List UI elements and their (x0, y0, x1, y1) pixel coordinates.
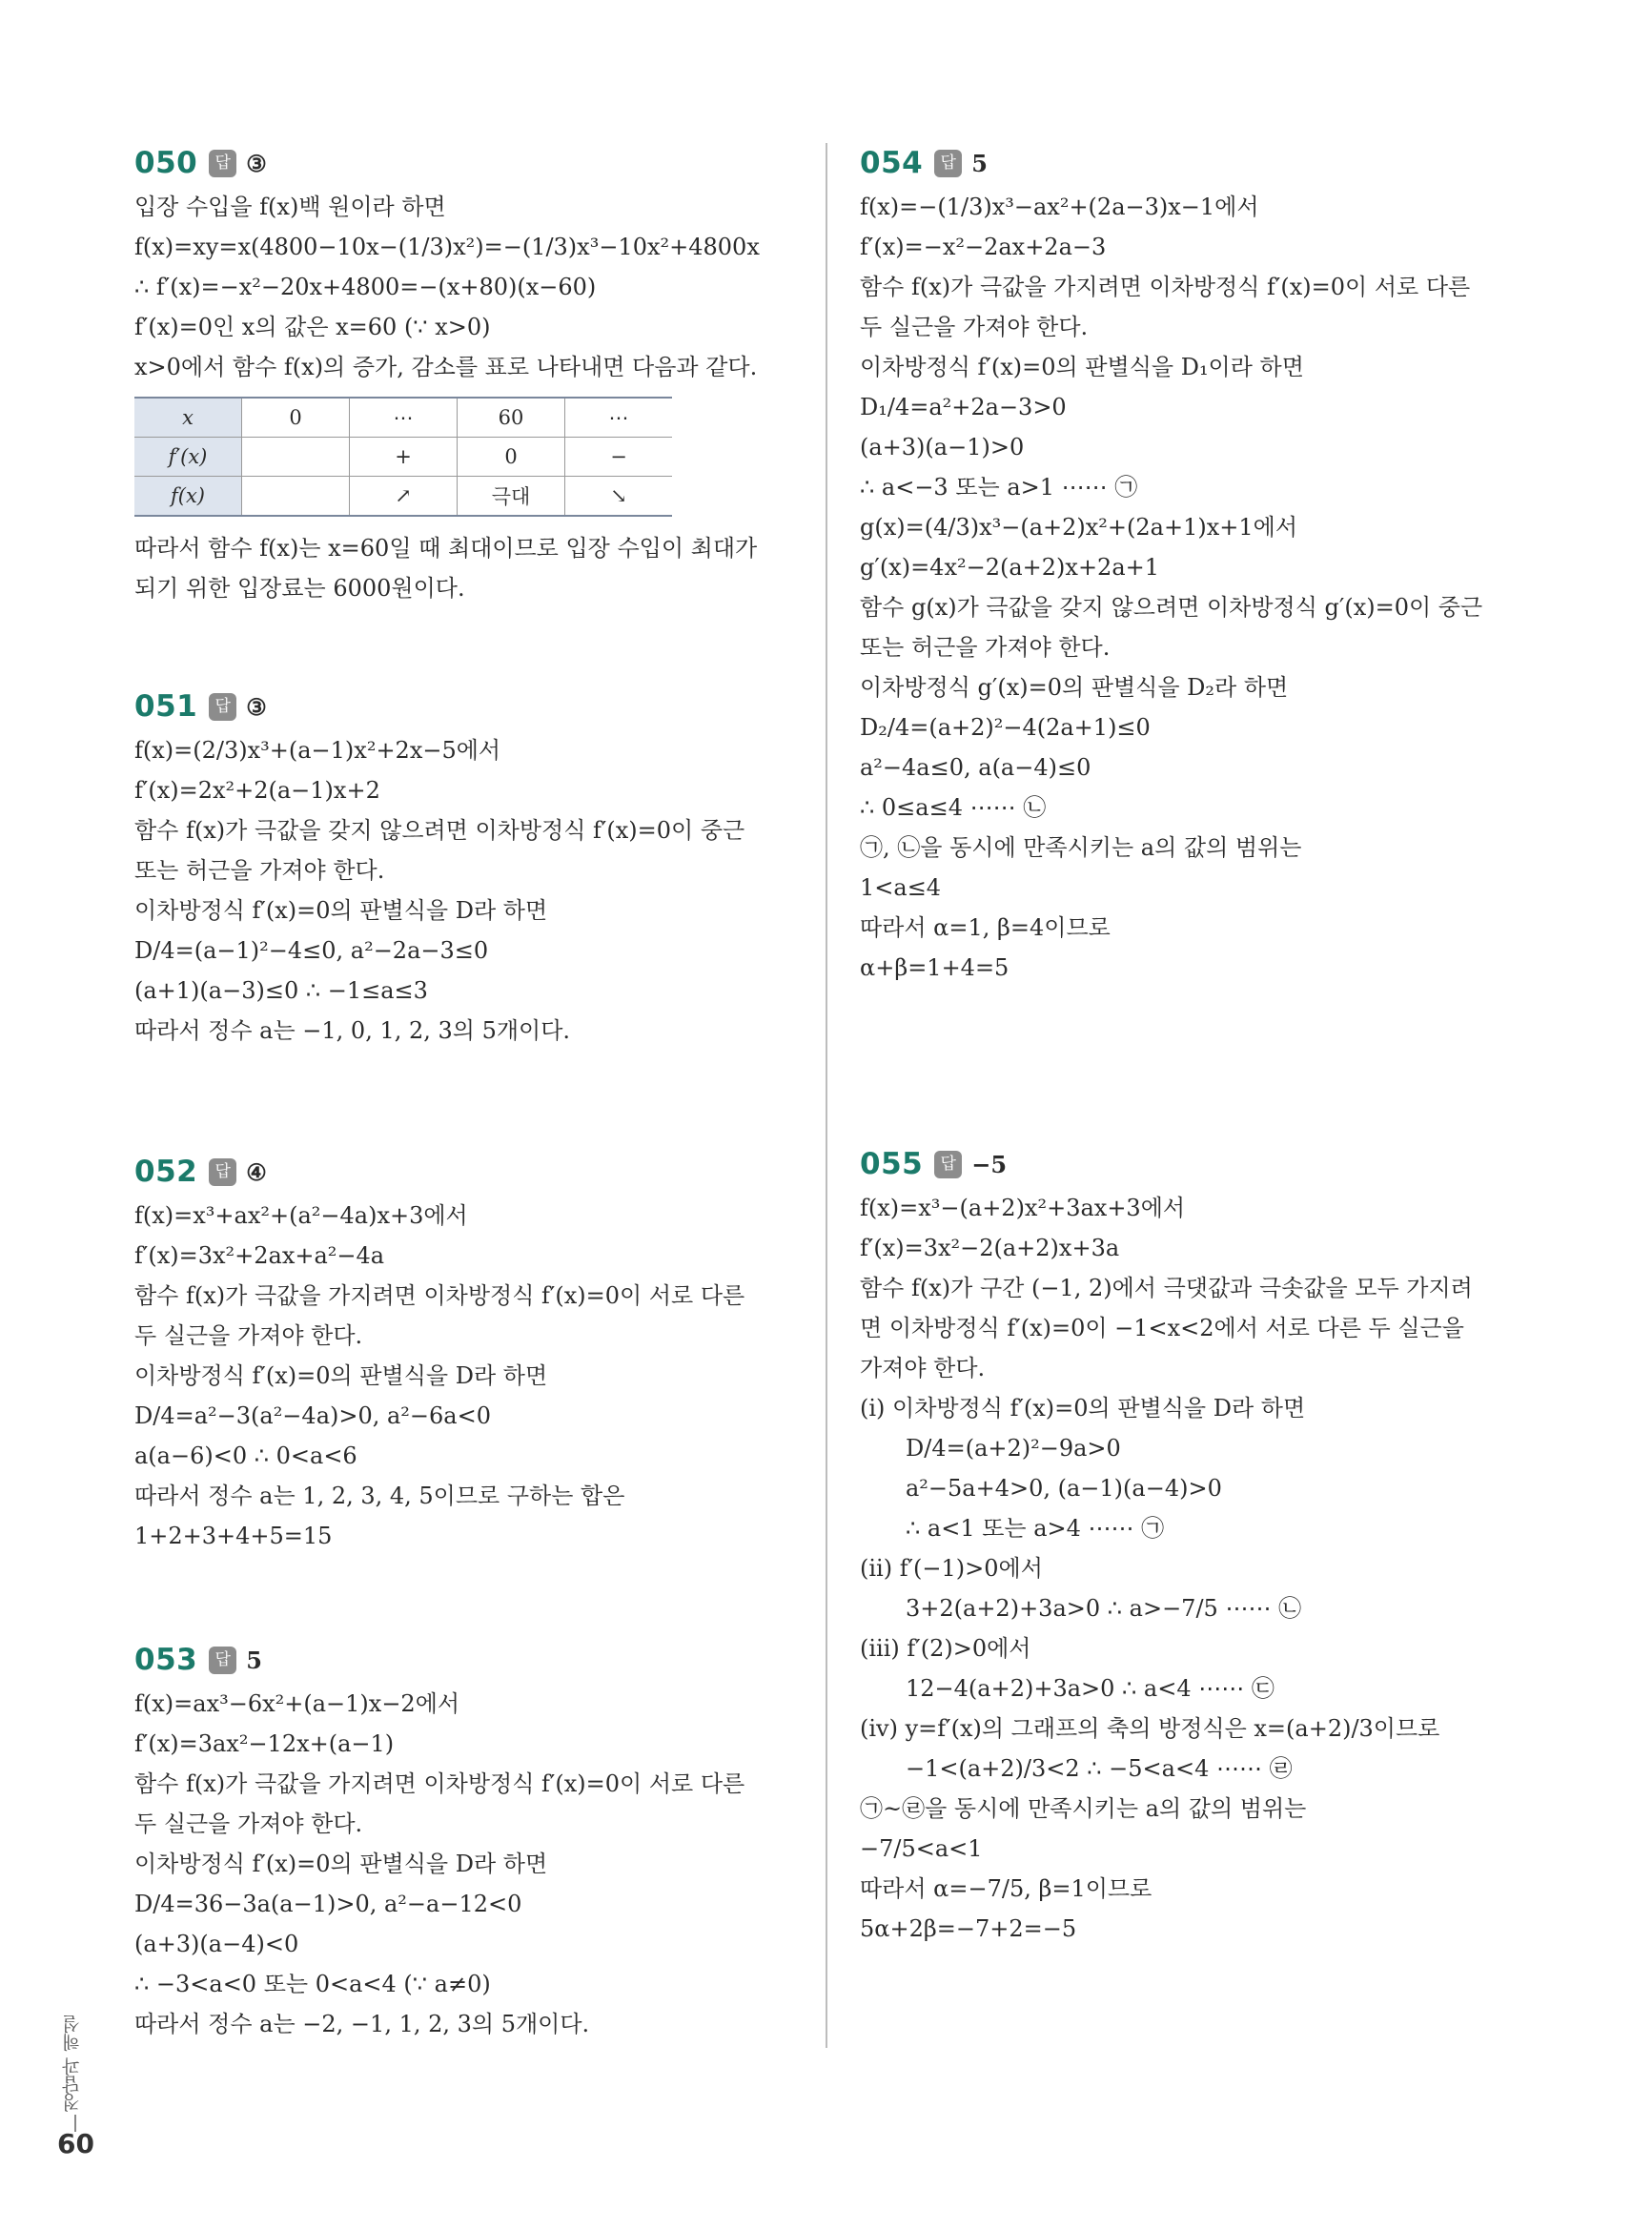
solution-line: g′(x)=4x²−2(a+2)x+2a+1 (860, 554, 1160, 581)
table-cell: f(x) (134, 477, 242, 517)
solution-line: 두 실근을 가져야 한다. (134, 1322, 363, 1349)
solution-line: f(x)=ax³−6x²+(a−1)x−2에서 (134, 1690, 460, 1717)
solution-line: f(x)=x³−(a+2)x²+3ax+3에서 (860, 1195, 1186, 1221)
solution-line: (ⅲ) f′(2)>0에서 (860, 1635, 1031, 1662)
solution-line: 두 실근을 가져야 한다. (134, 1811, 363, 1837)
problem-header (860, 141, 1518, 185)
solution-line: ∴ a<−3 또는 a>1 ⋯⋯ ㉠ (860, 474, 1138, 501)
solution-line: (a+3)(a−4)<0 (134, 1931, 299, 1957)
solution-line: ㉠~㉣을 동시에 만족시키는 a의 값의 범위는 (860, 1795, 1307, 1822)
answer-value: −5 (971, 1150, 1008, 1178)
solution-line: (ⅰ) 이차방정식 f′(x)=0의 판별식을 D라 하면 (860, 1395, 1306, 1422)
solution-line: ∴ −3<a<0 또는 0<a<4 (∵ a≠0) (134, 1971, 491, 1997)
solution-line: 이차방정식 f′(x)=0의 판별식을 D라 하면 (134, 1362, 548, 1389)
problem-055 (860, 1142, 1518, 1949)
solution-line: f(x)=xy=x(4800−10x−(1/3)x²)=−(1/3)x³−10x²+4800x (134, 234, 760, 260)
table-cell: ↘ (565, 477, 673, 517)
solution-line: (a+3)(a−1)>0 (860, 434, 1025, 460)
solution-line: 또는 허근을 가져야 한다. (860, 634, 1111, 661)
problem-header (134, 685, 792, 728)
solution-line: 12−4(a+2)+3a>0 ∴ a<4 ⋯⋯ ㉢ (906, 1675, 1275, 1702)
problem-header (134, 141, 792, 185)
table-cell: ⋯ (350, 398, 458, 438)
solution-line: 또는 허근을 가져야 한다. (134, 857, 385, 884)
solution-line: 따라서 α=1, β=4이므로 (860, 914, 1111, 941)
solution-line: g(x)=(4/3)x³−(a+2)x²+(2a+1)x+1에서 (860, 514, 1297, 541)
side-section-label: 정답과 해설 (62, 2015, 83, 2112)
solution-line: 1<a≤4 (860, 874, 942, 901)
answer-badge: 답 (209, 1647, 236, 1674)
solution-line: D/4=a²−3(a²−4a)>0, a²−6a<0 (134, 1402, 491, 1429)
table-cell (242, 438, 350, 477)
solution-line: 함수 f(x)가 극값을 가지려면 이차방정식 f′(x)=0이 서로 다른 (134, 1282, 745, 1309)
solution-line: f(x)=x³+ax²+(a²−4a)x+3에서 (134, 1202, 468, 1229)
page-number: 60 (57, 2128, 94, 2159)
table-cell: ↗ (350, 477, 458, 517)
problem-number: 052 (134, 1155, 198, 1189)
solution-line: 5α+2β=−7+2=−5 (860, 1915, 1077, 1942)
solution-line: ∴ a<1 또는 a>4 ⋯⋯ ㉠ (906, 1515, 1165, 1542)
solution-line: 따라서 정수 a는 −1, 0, 1, 2, 3의 5개이다. (134, 1017, 571, 1044)
answer-badge: 답 (934, 150, 962, 177)
solution-line: 면 이차방정식 f′(x)=0이 −1<x<2에서 서로 다른 두 실근을 (860, 1315, 1464, 1341)
problem-header (134, 1150, 792, 1194)
problem-054 (860, 141, 1518, 988)
solution-line: 함수 g(x)가 극값을 갖지 않으려면 이차방정식 g′(x)=0이 중근 (860, 594, 1483, 621)
solution-line: 이차방정식 f′(x)=0의 판별식을 D₁이라 하면 (860, 354, 1304, 380)
solution-line: (a+1)(a−3)≤0 ∴ −1≤a≤3 (134, 977, 428, 1004)
solution-line: 따라서 α=−7/5, β=1이므로 (860, 1875, 1152, 1902)
solution-line: f′(x)=2x²+2(a−1)x+2 (134, 777, 380, 804)
solution-line: ∴ 0≤a≤4 ⋯⋯ ㉡ (860, 794, 1047, 821)
solution-line: −1<(a+2)/3<2 ∴ −5<a<4 ⋯⋯ ㉣ (906, 1755, 1293, 1782)
answer-value: ④ (246, 1157, 267, 1186)
solution-line: ㉠, ㉡을 동시에 만족시키는 a의 값의 범위는 (860, 834, 1302, 861)
solution-line: α+β=1+4=5 (860, 954, 1010, 981)
solution-line: 되기 위한 입장료는 6000원이다. (134, 575, 465, 602)
solution-line: 함수 f(x)가 극값을 갖지 않으려면 이차방정식 f′(x)=0이 중근 (134, 817, 745, 844)
solution-line: f(x)=−(1/3)x³−ax²+(2a−3)x−1에서 (860, 194, 1259, 220)
problem-051 (134, 685, 792, 1051)
table-cell: 0 (458, 438, 565, 477)
solution-line: 3+2(a+2)+3a>0 ∴ a>−7/5 ⋯⋯ ㉡ (906, 1595, 1302, 1622)
solution-line: f(x)=(2/3)x³+(a−1)x²+2x−5에서 (134, 737, 501, 764)
solution-line: 1+2+3+4+5=15 (134, 1523, 333, 1549)
solution-line: 함수 f(x)가 구간 (−1, 2)에서 극댓값과 극솟값을 모두 가지려 (860, 1275, 1473, 1301)
solution-line: (ⅱ) f′(−1)>0에서 (860, 1555, 1043, 1582)
solution-line: f′(x)=3x²−2(a+2)x+3a (860, 1235, 1120, 1261)
increase-decrease-table (134, 397, 672, 517)
solution-line: D₁/4=a²+2a−3>0 (860, 394, 1067, 420)
table-cell: + (350, 438, 458, 477)
solution-line: 함수 f(x)가 극값을 가지려면 이차방정식 f′(x)=0이 서로 다른 (860, 274, 1471, 300)
solution-line: f′(x)=0인 x의 값은 x=60 (∵ x>0) (134, 314, 491, 340)
solution-line: a²−5a+4>0, (a−1)(a−4)>0 (906, 1475, 1222, 1502)
solution-line: 두 실근을 가져야 한다. (860, 314, 1089, 340)
problem-number: 055 (860, 1147, 924, 1181)
solution-line: 가져야 한다. (860, 1355, 986, 1381)
solution-line: 따라서 정수 a는 −2, −1, 1, 2, 3의 5개이다. (134, 2011, 590, 2037)
column-divider (826, 143, 827, 2048)
solution-line: 이차방정식 f′(x)=0의 판별식을 D라 하면 (134, 897, 548, 924)
solution-line: D₂/4=(a+2)²−4(2a+1)≤0 (860, 714, 1151, 741)
table-row (134, 477, 672, 517)
solution-line: f′(x)=−x²−2ax+2a−3 (860, 234, 1107, 260)
answer-badge: 답 (934, 1151, 962, 1178)
problem-number: 051 (134, 689, 198, 724)
problem-header (860, 1142, 1518, 1186)
table-cell: 0 (242, 398, 350, 438)
solution-line: 이차방정식 f′(x)=0의 판별식을 D라 하면 (134, 1851, 548, 1877)
solution-line: ∴ f′(x)=−x²−20x+4800=−(x+80)(x−60) (134, 274, 597, 300)
answer-value: 5 (971, 149, 988, 177)
answer-badge: 답 (209, 693, 236, 721)
solution-line: 입장 수입을 f(x)백 원이라 하면 (134, 194, 446, 220)
problem-053 (134, 1638, 792, 2044)
solution-line: D/4=(a+2)²−9a>0 (906, 1435, 1121, 1462)
solution-line: x>0에서 함수 f(x)의 증가, 감소를 표로 나타내면 다음과 같다. (134, 354, 758, 380)
answer-badge: 답 (209, 1158, 236, 1186)
table-cell: f′(x) (134, 438, 242, 477)
table-cell: x (134, 398, 242, 438)
table-row (134, 438, 672, 477)
problem-050 (134, 141, 792, 608)
answer-value: ③ (246, 149, 267, 177)
solution-line: f′(x)=3ax²−12x+(a−1) (134, 1730, 395, 1757)
solution-line: f′(x)=3x²+2ax+a²−4a (134, 1242, 385, 1269)
problem-number: 053 (134, 1643, 198, 1677)
solution-line: 함수 f(x)가 극값을 가지려면 이차방정식 f′(x)=0이 서로 다른 (134, 1770, 745, 1797)
table-cell: ⋯ (565, 398, 673, 438)
table-row (134, 398, 672, 438)
solution-line: a(a−6)<0 ∴ 0<a<6 (134, 1442, 357, 1469)
problem-052 (134, 1150, 792, 1556)
table-cell: 극대 (458, 477, 565, 517)
solution-line: 이차방정식 g′(x)=0의 판별식을 D₂라 하면 (860, 674, 1289, 701)
table-cell: − (565, 438, 673, 477)
problem-number: 054 (860, 146, 924, 180)
solution-line: −7/5<a<1 (860, 1835, 983, 1862)
table-cell: 60 (458, 398, 565, 438)
solution-line: 따라서 정수 a는 1, 2, 3, 4, 5이므로 구하는 합은 (134, 1483, 625, 1509)
answer-badge: 답 (209, 150, 236, 177)
solution-line: a²−4a≤0, a(a−4)≤0 (860, 754, 1091, 781)
answer-value: ③ (246, 692, 267, 721)
table-cell (242, 477, 350, 517)
problem-number: 050 (134, 146, 198, 180)
solution-line: (ⅳ) y=f′(x)의 그래프의 축의 방정식은 x=(a+2)/3이므로 (860, 1715, 1440, 1742)
solution-line: D/4=36−3a(a−1)>0, a²−a−12<0 (134, 1891, 522, 1917)
solution-line: D/4=(a−1)²−4≤0, a²−2a−3≤0 (134, 937, 489, 964)
answer-value: 5 (246, 1646, 262, 1674)
solution-line: 따라서 함수 f(x)는 x=60일 때 최대이므로 입장 수입이 최대가 (134, 535, 758, 562)
problem-header (134, 1638, 792, 1682)
